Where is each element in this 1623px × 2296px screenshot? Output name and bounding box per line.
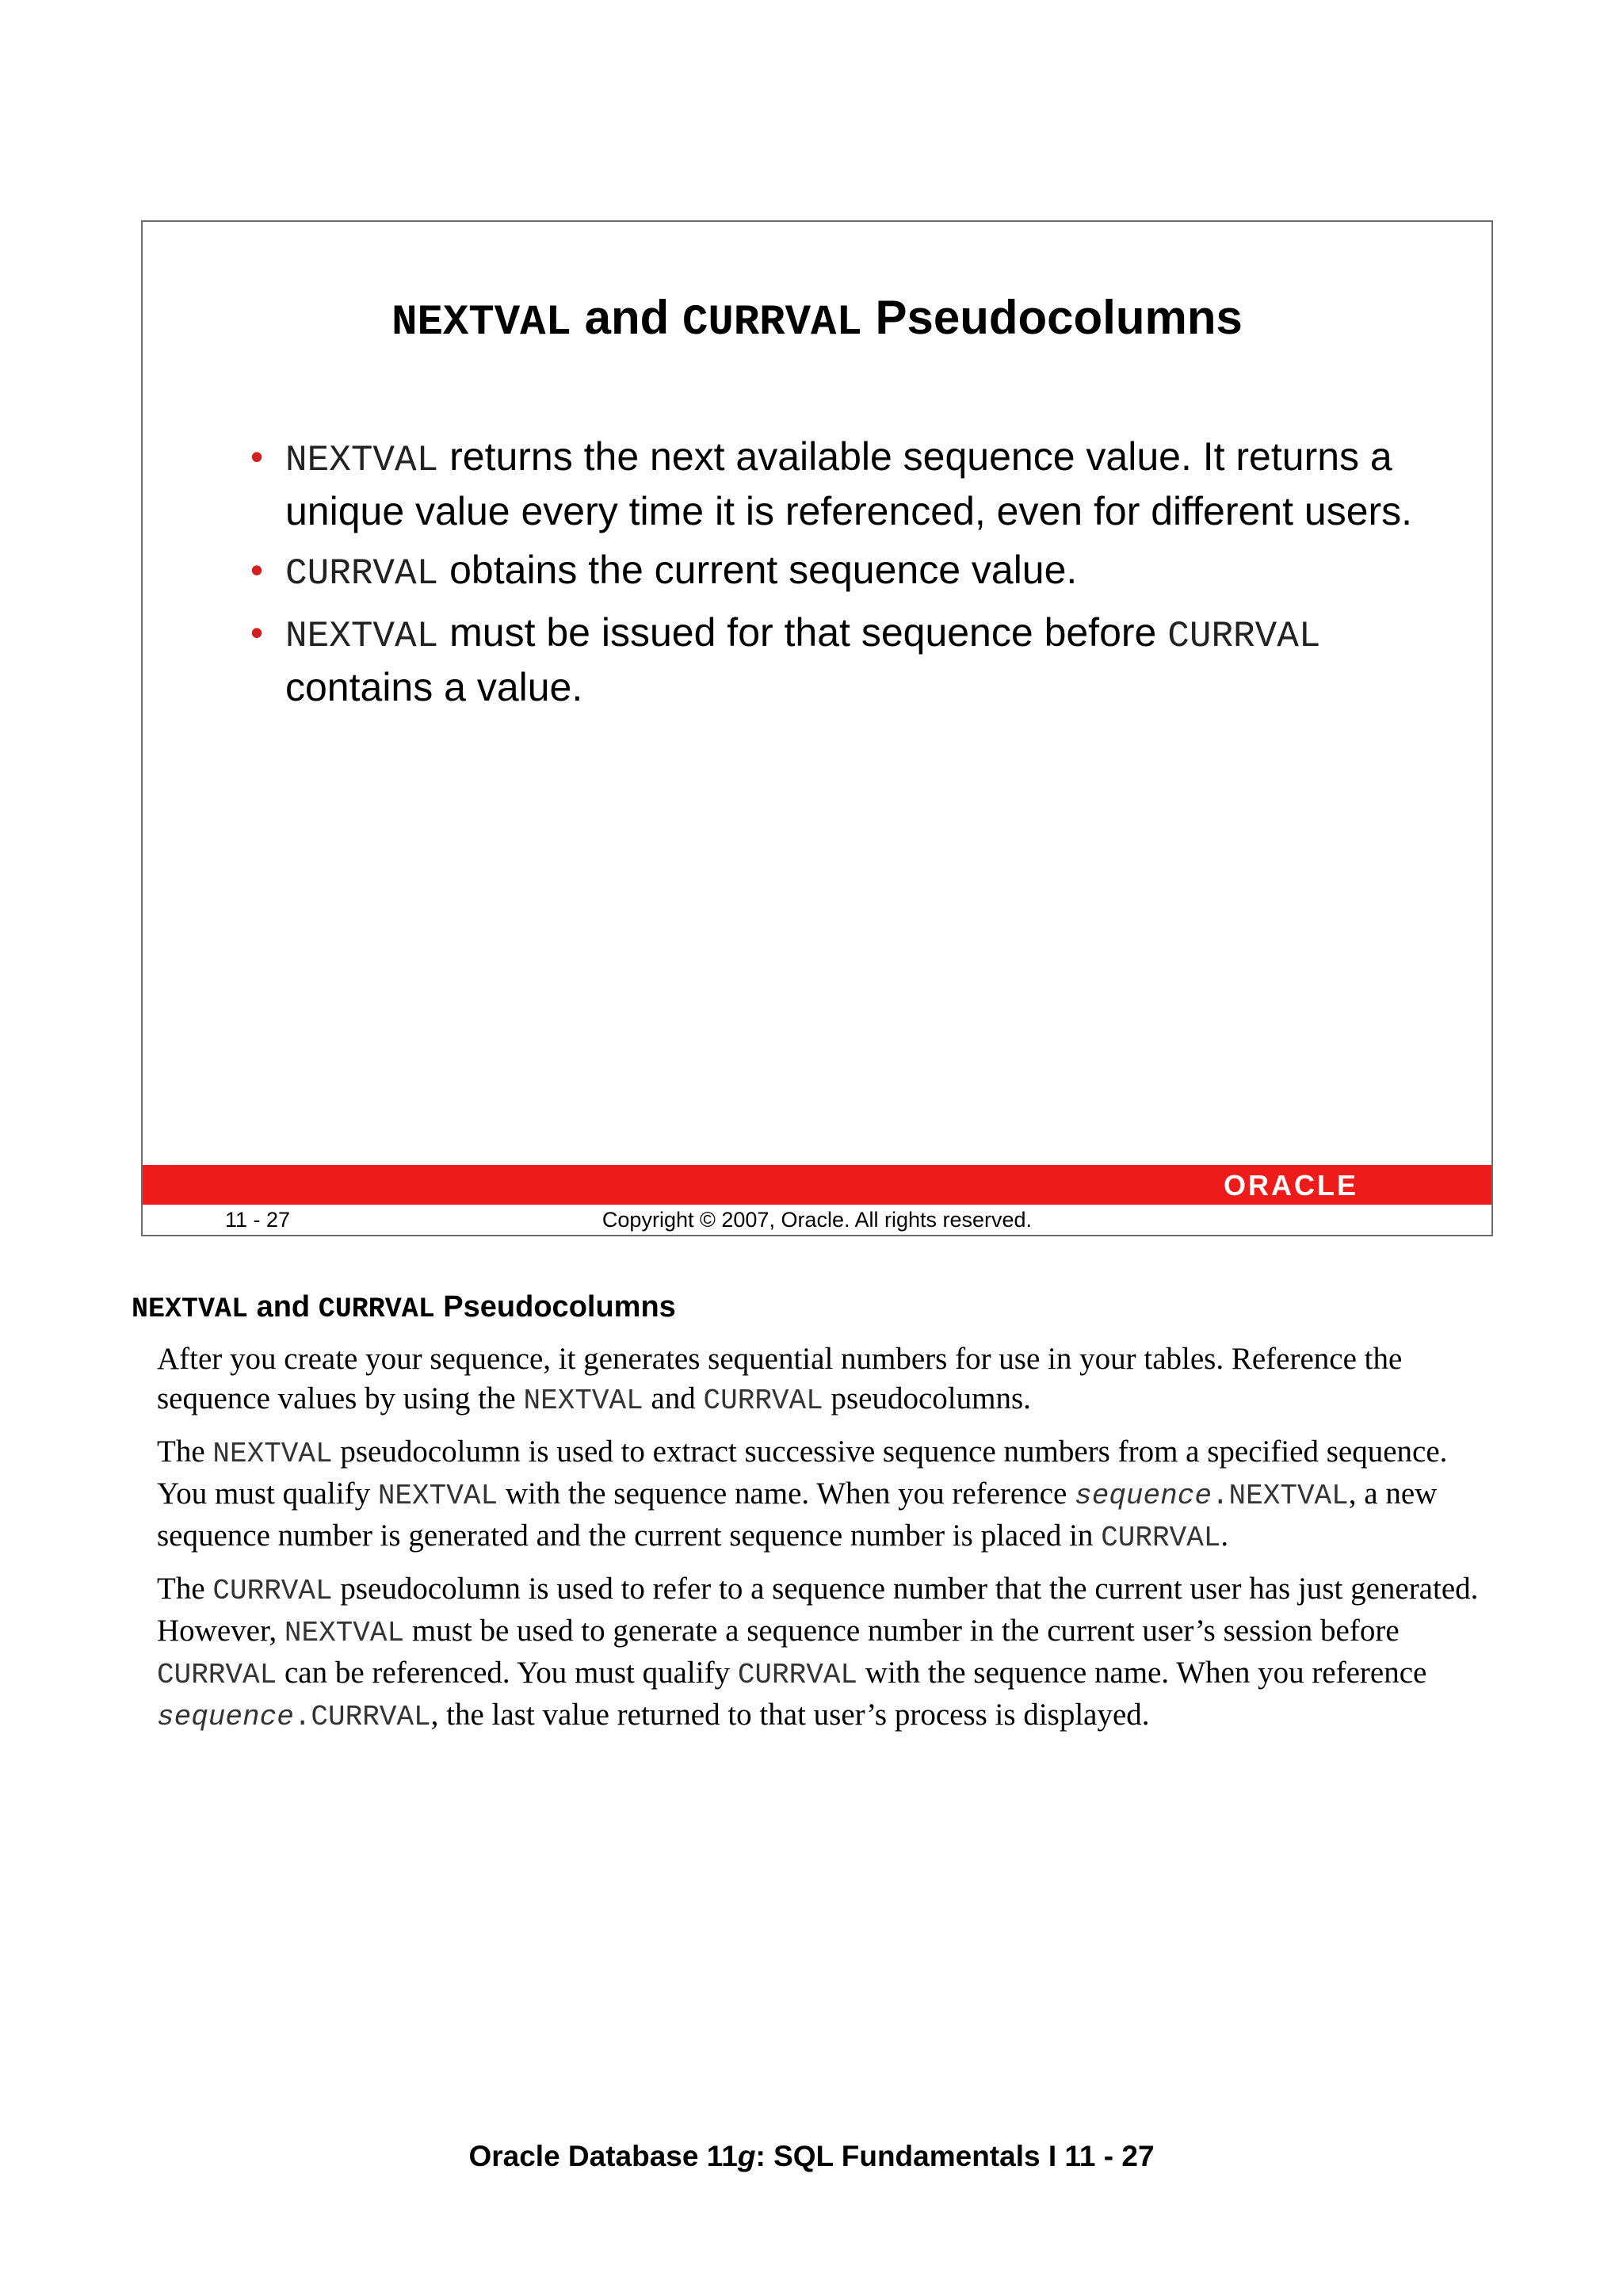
text: and <box>643 1381 704 1415</box>
code: .NEXTVAL <box>1211 1480 1349 1512</box>
code: .CURRVAL <box>293 1701 431 1733</box>
bullet-text: obtains the current sequence value. <box>438 548 1078 592</box>
heading-code-nextval: NEXTVAL <box>132 1293 249 1325</box>
bullet-text: contains a value. <box>285 665 583 709</box>
copyright-text: Copyright © 2007, Oracle. All rights reserved. <box>601 1208 1033 1232</box>
text: . <box>1220 1519 1229 1553</box>
code: CURRVAL <box>703 1385 823 1417</box>
text: The <box>157 1572 213 1606</box>
slide-title <box>143 290 1491 347</box>
bullet-text: must be issued for that sequence before <box>438 610 1168 655</box>
code: CURRVAL <box>737 1659 858 1691</box>
heading-rest: Pseudocolumns <box>434 1290 676 1324</box>
code-italic: sequence <box>157 1701 294 1733</box>
text: can be referenced. You must qualify <box>277 1656 738 1690</box>
footer-g: g <box>737 2140 756 2172</box>
text: must be used to generate a sequence number in the current user’s session before <box>404 1614 1400 1648</box>
notes-paragraph <box>157 1432 1496 1558</box>
title-and: and <box>571 291 682 344</box>
text: , the last value returned to that user’s process is displayed. <box>430 1698 1150 1732</box>
title-rest: Pseudocolumns <box>861 291 1243 344</box>
text: pseudocolumn is used to extract successive sequence numbers from a specified sequence. You must qualify <box>157 1435 1448 1511</box>
bullet-item <box>250 607 1423 712</box>
code: CURRVAL <box>1101 1522 1221 1554</box>
bullet-dot-icon: • <box>250 436 264 477</box>
bullet-dot-icon: • <box>250 549 264 590</box>
text: with the sequence name. When you reference <box>498 1477 1075 1511</box>
slide-frame <box>141 220 1493 1236</box>
footer-red-bar <box>143 1165 1491 1205</box>
notes-heading <box>132 1290 676 1325</box>
text: After you create your sequence, it generates sequential numbers for use in your tables. Reference the sequence values by using the <box>157 1342 1403 1415</box>
page-footer <box>0 2140 1623 2173</box>
title-code-currval: CURRVAL <box>682 299 862 347</box>
code-italic: sequence <box>1075 1480 1212 1512</box>
text: pseudocolumns. <box>823 1381 1031 1415</box>
heading-and: and <box>248 1290 319 1324</box>
bullet-code: NEXTVAL <box>285 616 439 657</box>
bullet-code: CURRVAL <box>1167 616 1321 657</box>
footer-suffix: : SQL Fundamentals I 11 - 27 <box>755 2140 1155 2172</box>
notes-body <box>157 1339 1496 1748</box>
title-code-nextval: NEXTVAL <box>391 299 571 347</box>
oracle-logo: ORACLE <box>1224 1169 1358 1201</box>
notes-paragraph <box>157 1569 1496 1737</box>
text: The <box>157 1435 213 1469</box>
bullet-item <box>250 431 1423 537</box>
text: pseudocolumn is used to refer to a sequence number that the current user has just generated. However, <box>157 1572 1479 1648</box>
code: NEXTVAL <box>212 1438 333 1470</box>
code: CURRVAL <box>157 1659 277 1691</box>
bullet-code: NEXTVAL <box>285 440 439 481</box>
code: NEXTVAL <box>523 1385 643 1417</box>
code: CURRVAL <box>212 1575 333 1607</box>
text: with the sequence name. When you reference <box>857 1656 1427 1690</box>
bullet-text: returns the next available sequence value. It returns a unique value every time it is referenced, even for different users. <box>285 434 1413 533</box>
slide-footer <box>143 1205 1491 1235</box>
text: , a new sequence number is generated and the current sequence number is placed in <box>157 1477 1438 1553</box>
slide-number: 11 - 27 <box>225 1208 291 1232</box>
bullet-code: CURRVAL <box>285 553 439 594</box>
notes-paragraph <box>157 1339 1496 1421</box>
bullet-dot-icon: • <box>250 612 264 653</box>
bullet-list <box>250 431 1423 720</box>
code: NEXTVAL <box>377 1480 498 1512</box>
bullet-item <box>250 544 1423 599</box>
heading-code-currval: CURRVAL <box>318 1293 435 1325</box>
footer-prefix: Oracle Database 11 <box>468 2140 738 2172</box>
code: NEXTVAL <box>284 1617 405 1649</box>
